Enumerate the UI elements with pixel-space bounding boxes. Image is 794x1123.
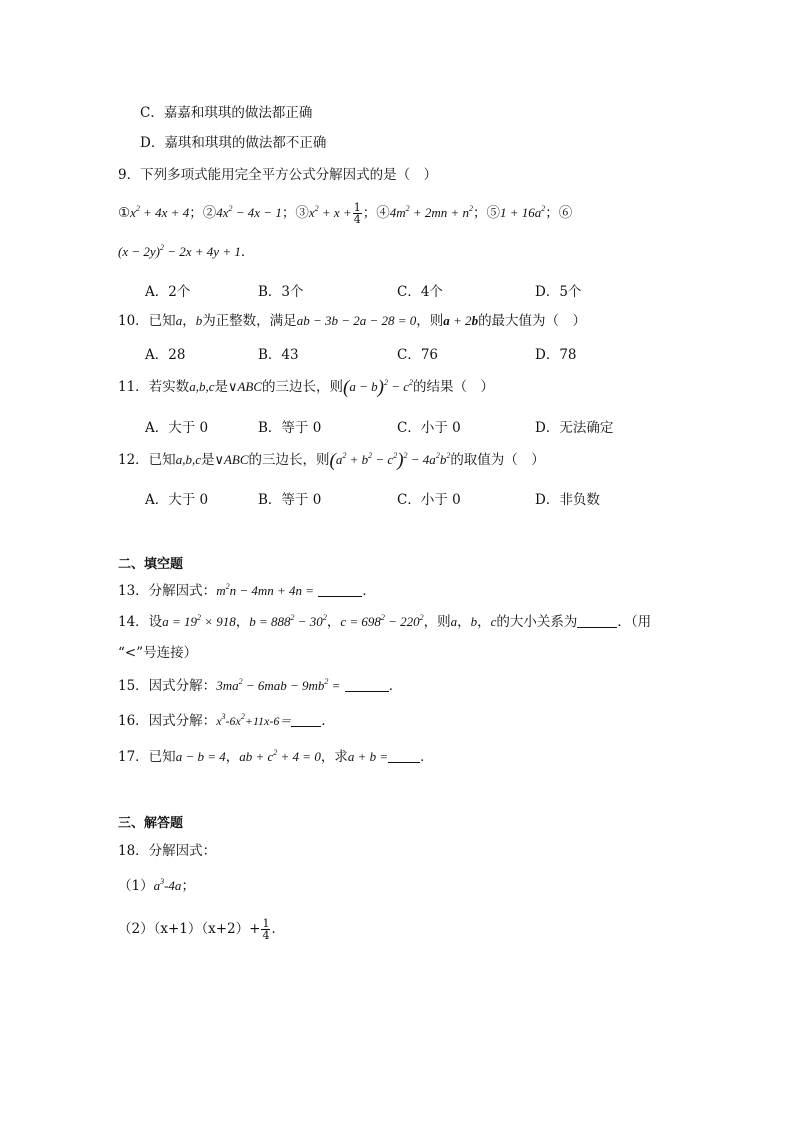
- q15-stem: 15．因式分解：$3ma^2 - 6mab - 9mb^2$ = ．: [118, 677, 403, 694]
- section-fill-in-heading: 二、填空题: [118, 557, 184, 572]
- item-4-marker: ④: [376, 205, 390, 221]
- item-3-marker: ③: [295, 205, 309, 221]
- q11-option-c: C．小于 0: [397, 420, 461, 436]
- item-5-marker: ⑤: [486, 205, 501, 221]
- item-6-marker: ⑥: [558, 205, 573, 221]
- q10-option-a: A．28: [145, 347, 186, 363]
- fraction-quarter: $\frac{1}{4}$: [262, 917, 270, 942]
- q10-option-c: C．76: [397, 347, 439, 363]
- q16-stem: 16．因式分解：$x^3-6x^2+11x-6=$ ．: [118, 712, 335, 729]
- q14-continuation: “<”号连接）: [118, 645, 198, 661]
- q18-stem: 18．分解因式：: [118, 843, 217, 859]
- q9-expressions: $①x^2 + 4x + 4$；$②4x^2 - 4x - 1$；$③x^2 + x$ + $\frac{1}{4}$ ；$④4m^2 + 2mn + n^2$；⑤1 + $16a^2$；⑥: [118, 201, 573, 226]
- q12-option-d: D．非负数: [535, 492, 600, 508]
- answer-blank[interactable]: [577, 615, 617, 628]
- q12-option-b: B．等于 0: [258, 492, 322, 508]
- q12-option-a: A．大于 0: [145, 492, 209, 508]
- q9-stem: 9．下列多项式能用完全平方公式分解因式的是（ ）: [118, 167, 438, 183]
- q14-stem: 14．设$a = 19^2 \times 918$，$b = 888^2 - 30^2$，$c = 698^2 - 220^2$，则a，b，c的大小关系为 ．（用: [118, 613, 652, 630]
- answer-blank[interactable]: [388, 750, 420, 763]
- q9-option-b: B．3个: [258, 284, 304, 300]
- q17-stem: 17．已知a − b = 4，ab + $c^2 + 4 = 0$，求a + b = ．: [118, 748, 434, 765]
- option-d-prev: D．嘉琪和琪琪的做法都不正确: [140, 135, 327, 151]
- item-2-marker: ②: [202, 205, 217, 221]
- q18-part-2: （2）（x+1）（x+2）+ $\frac{1}{4}$ ．: [118, 917, 285, 942]
- q18-part-1: $(1)a^3-4a$；: [118, 877, 195, 894]
- q11-option-a: A．大于 0: [145, 420, 209, 436]
- q9-option-a: A．2个: [145, 284, 191, 300]
- q10-option-d: D．78: [535, 347, 577, 363]
- section-solve-heading: 三、解答题: [118, 816, 184, 831]
- answer-blank[interactable]: [291, 714, 321, 727]
- item-1-marker: ①: [118, 205, 131, 221]
- q9-expression-6: $(x - 2y)^2 - 2x + 4y + 1$．: [118, 243, 255, 260]
- q11-option-b: B．等于 0: [258, 420, 322, 436]
- answer-blank[interactable]: [345, 679, 389, 692]
- q12-stem: 12．已知a,b,c是∨ABC的三边长，则$(a^2 + b^2 - c^2)^2 - 4a^2b^2$的取值为（ ）: [118, 450, 545, 471]
- fraction-quarter: $\frac{1}{4}$: [353, 201, 361, 226]
- answer-blank[interactable]: [318, 584, 362, 597]
- q11-stem: 11．若实数a,b,c是∨ABC的三边长，则$(a - b)^2 - c^2$的结果（ ）: [118, 377, 495, 398]
- q12-option-c: C．小于 0: [397, 492, 461, 508]
- q10-stem: 10．已知a，b为正整数，满足ab − 3b − 2a − 28 = 0，则a + 2b的最大值为（ ）: [118, 313, 587, 329]
- q9-option-d: D．5个: [535, 284, 582, 300]
- q13-stem: 13．分解因式：$m^2n - 4mn + 4n$ = ．: [118, 582, 376, 599]
- option-c-prev: C．嘉嘉和琪琪的做法都正确: [140, 105, 313, 121]
- q11-option-d: D．无法确定: [535, 420, 614, 436]
- q9-option-c: C．4个: [397, 284, 443, 300]
- q10-option-b: B．43: [258, 347, 299, 363]
